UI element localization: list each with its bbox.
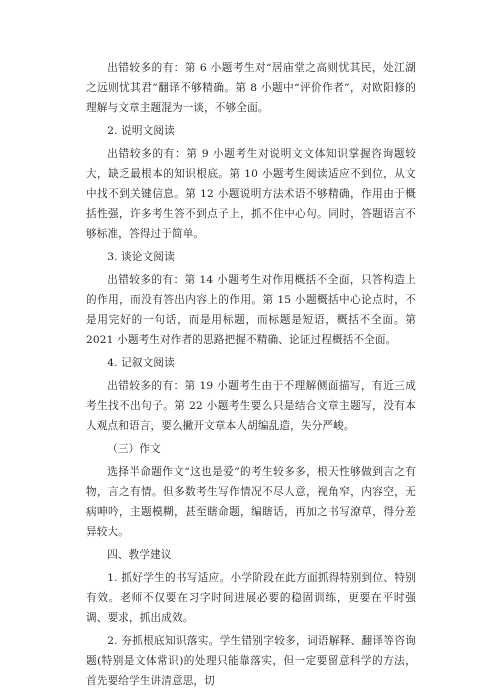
paragraph-mistakes-expository: 出错较多的有：第 9 小题考生对说明文文体知识掌握咨询题较大，缺乏最根本的知识根底。第 10 小题考生阅读适应不到位，从文中找不到关键信息。第 12 小题说明方法术语不够精确，作用由于概括性强，许多考生答不到点子上，抓不住中心句。同时，答题语言不够标准，答得过于简单。 <box>86 148 416 240</box>
paragraph-mistakes-classical: 出错较多的有：第 6 小题考生对“居庙堂之高则忧其民，处江湖之远则忧其君”翻译不够精确。第 8 小题中“评价作者”，对欧阳修的理解与文章主题混为一谈，不够全面。 <box>86 62 416 114</box>
paragraph-suggestion-handwriting: 1. 抓好学生的书写适应。小学阶段在此方面抓得特别到位、特别有效。老师不仅要在习字时间进展必要的稳固训练，更要在平时强调、要求，抓出成效。 <box>86 572 416 624</box>
heading-composition: （三）作文 <box>107 443 161 455</box>
heading-narrative-reading: 4. 记叙文阅读 <box>107 357 175 369</box>
document-body <box>86 58 416 694</box>
paragraph-mistakes-narrative: 出错较多的有：第 19 小题考生由于不理解侧面描写，有近三成考生找不出句子。第 22 小题考生要么只是结合文章主题写，没有本人观点和语言，要么撇开文章本人胡编乱造，失分严峻。 <box>86 380 416 432</box>
paragraph-mistakes-argumentative: 出错较多的有：第 14 小题考生对作用概括不全面，只答构造上的作用，而没有答出内容上的作用。第 15 小题概括中心论点时，不是用完好的一句话，而是用标题，而标题是短语，概括不全面。第 2021 小题考生对作者的思路把握不精确、论证过程概括不全面。 <box>86 274 416 346</box>
heading-teaching-suggestions: 四、教学建议 <box>107 549 172 561</box>
paragraph-composition: 选择半命题作文“这也是爱”的考生较多多，根天性够做到言之有物，言之有情。但多数考生写作情况不尽人意，视角窄，内容空，无病呻吟，主题模糊，甚至瞎命题，编瞎话，再加之书写潦草，得分差异较大。 <box>86 466 416 538</box>
heading-argumentative-reading: 3. 谈论文阅读 <box>107 251 175 263</box>
paragraph-suggestion-basics: 2. 夯抓根底知识落实。学生错别字较多，词语解释、翻译等咨询题(特别是文体常识)的处理只能靠落实，但一定要留意科学的方法，首先要给学生讲清意思，切 <box>86 635 416 687</box>
heading-expository-reading: 2. 说明文阅读 <box>107 125 175 137</box>
